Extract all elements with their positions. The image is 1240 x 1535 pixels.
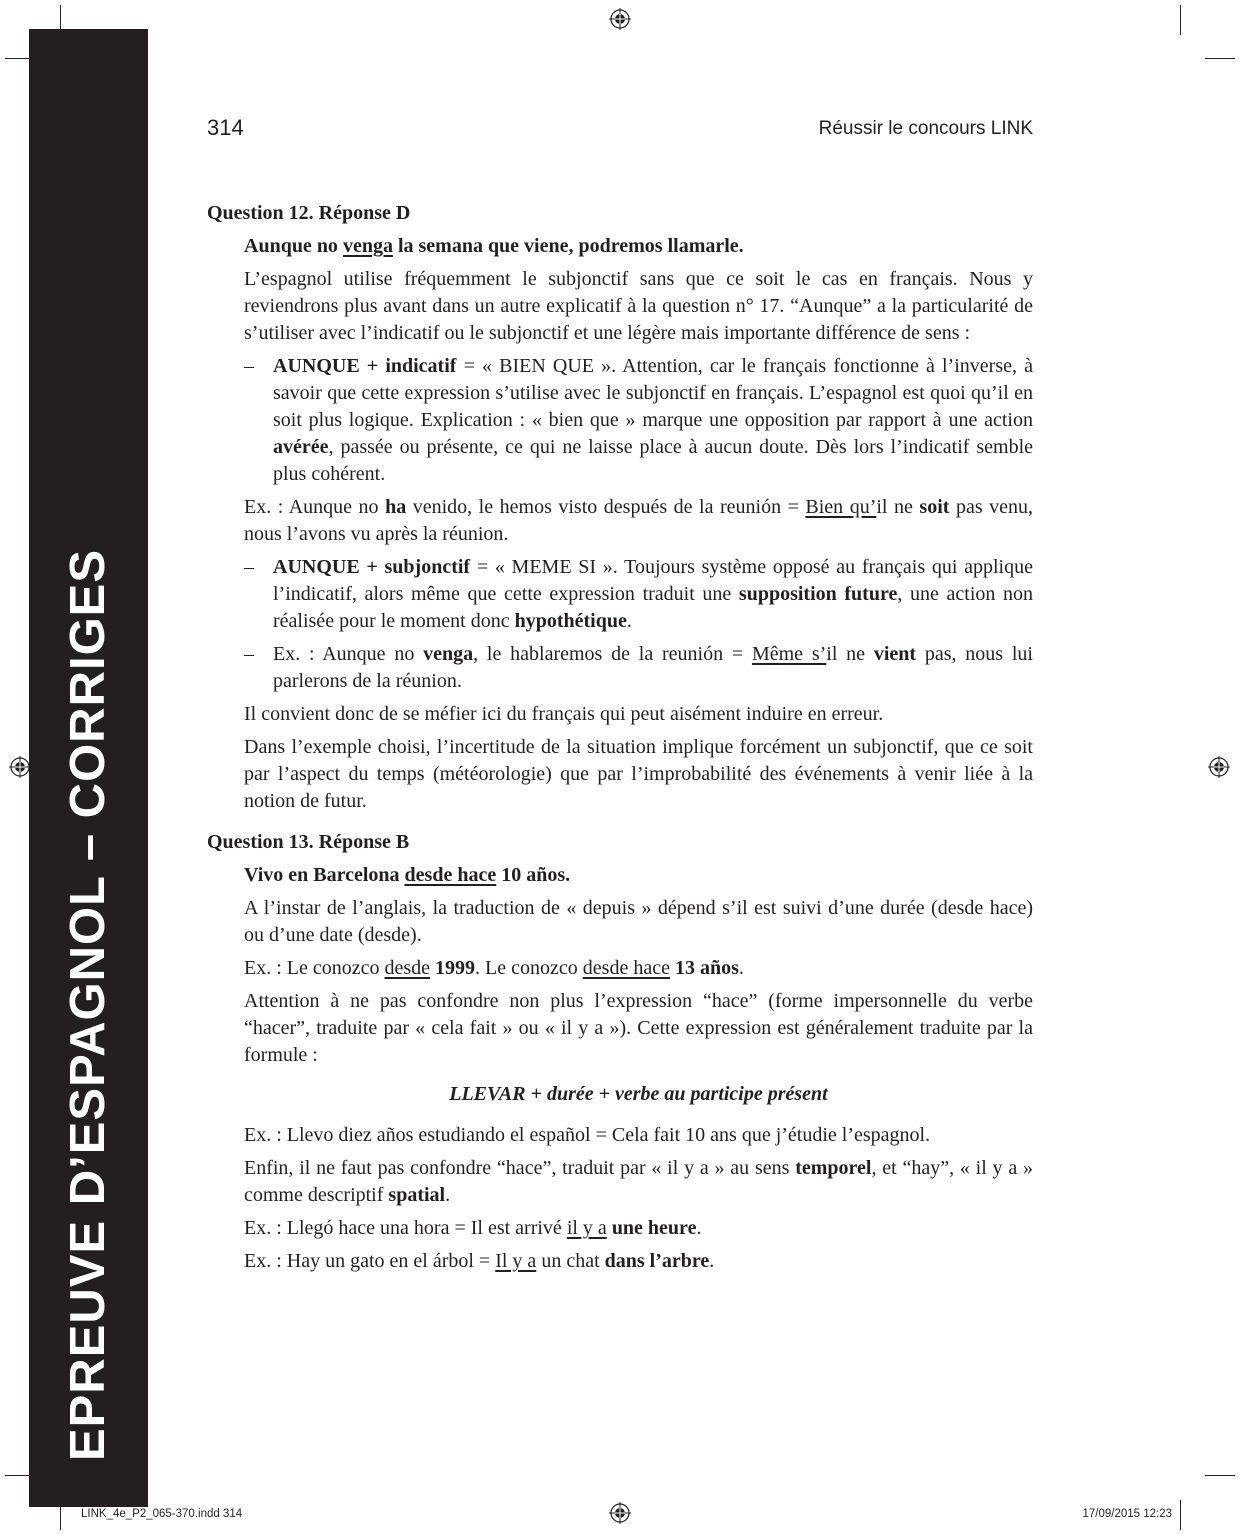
- q13-example-1: [207, 955, 1033, 982]
- text-span: il ne: [826, 643, 874, 665]
- bold-term: hypothétique: [514, 610, 627, 632]
- text-span: .: [709, 1250, 715, 1272]
- text-span: il ne: [876, 496, 920, 518]
- text-span: , une action non réalisée pour le moment donc: [273, 583, 1034, 632]
- registration-mark-icon: [9, 756, 31, 778]
- bold-term: avérée: [273, 436, 329, 458]
- text-span: pas venu, nous l’avons vu après la réunion.: [244, 496, 1034, 545]
- q12-paragraph-1: L’espagnol utilise fréquemment le subjonctif sans que ce soit le cas en français. Nous y reviendrons plus avant dans un autre explicatif à la question n° 17. “Aunque” a la particularité de s’utiliser avec l’indicatif ou le subjonctif et une légère mais importante différence de sens :: [244, 268, 1033, 344]
- text-span: Ex. : Le conozco: [244, 957, 385, 979]
- bold-term: soit: [919, 496, 950, 518]
- text-span: venido, le hemos visto después de la reunión =: [406, 496, 806, 518]
- bold-term: 1999: [435, 957, 476, 979]
- text-span: .: [445, 1184, 451, 1206]
- text-span: . Le conozco: [475, 957, 583, 979]
- text-span: , passée ou présente, ce qui ne laisse place à aucun doute. Dès lors l’indicatif semble plus cohérent.: [273, 436, 1033, 485]
- text-span: = « MEME SI ». Toujours système opposé au français qui applique l’indicatif, alors même que cette expression traduit une: [273, 556, 1033, 605]
- crop-mark: [1205, 58, 1235, 59]
- bold-term: spatial: [388, 1184, 446, 1206]
- bold-term: vient: [873, 643, 917, 665]
- slug-filename: LINK_4e_P2_065-370.indd 314: [81, 1508, 243, 1520]
- q12-list-item-subjonctif: [207, 554, 1033, 635]
- text-span: un chat: [536, 1250, 605, 1272]
- underlined-word: venga: [342, 235, 393, 257]
- dash-marker: –: [244, 643, 254, 665]
- text-span: , le hablaremos de la reunión =: [473, 643, 752, 665]
- section-title-vertical: EPREUVE D’ESPAGNOL – CORRIGES: [61, 548, 115, 1462]
- q13-paragraph-2: Attention à ne pas confondre non plus l’expression “hace” (forme impersonnelle du verbe “hacer”, traduite par « cela fait » ou « il y a »). Cette expression est généralement traduite par la formule :: [244, 990, 1033, 1066]
- bold-term: une heure: [611, 1217, 697, 1239]
- page-number: 314: [207, 115, 244, 140]
- underlined-word: desde hace: [582, 957, 670, 979]
- crop-mark: [1180, 5, 1181, 35]
- crop-mark: [1180, 1500, 1181, 1530]
- registration-mark-icon: [609, 1502, 631, 1524]
- question-13-heading: Question 13. Réponse B: [207, 831, 410, 853]
- question-12-heading: Question 12. Réponse D: [207, 202, 411, 224]
- text-span: Ex. : Aunque no: [273, 643, 424, 665]
- text-span: .: [738, 957, 744, 979]
- bold-term: supposition future: [738, 583, 898, 605]
- crop-mark: [1205, 1475, 1235, 1476]
- q13-sentence: [207, 862, 1033, 889]
- bold-term: AUNQUE + subjonctif: [273, 556, 471, 578]
- text-span: .: [626, 610, 632, 632]
- bold-term: dans l’arbre: [604, 1250, 710, 1272]
- text-span: Enfin, il ne faut pas confondre “hace”, traduit par « il y a » au sens: [244, 1157, 796, 1179]
- slug-date: 17/09/2015 12:23: [1082, 1508, 1172, 1520]
- q12-list-item-indicatif: [207, 353, 1033, 488]
- dash-marker: –: [244, 355, 254, 377]
- q12-sentence: [207, 233, 1033, 260]
- text-span: pas, nous lui parlerons de la réunion.: [273, 643, 1033, 692]
- q12-paragraph-2: Il convient donc de se méfier ici du français qui peut aisément induire en erreur.: [244, 703, 884, 725]
- q12-list-item-example: [207, 641, 1033, 695]
- main-text: [207, 200, 1033, 1281]
- text-span: 10 años.: [496, 864, 571, 886]
- underlined-word: Même s’: [751, 643, 827, 665]
- q13-example-4: [207, 1248, 1033, 1275]
- q13-formula: LLEVAR + durée + verbe au participe présent: [449, 1083, 828, 1105]
- text-span: Ex. : Llegó hace una hora = Il est arrivé: [244, 1217, 567, 1239]
- text-span: Ex. : Aunque no: [244, 496, 386, 518]
- q13-example-2: Ex. : Llevo diez años estudiando el español = Cela fait 10 ans que j’étudie l’espagnol.: [244, 1124, 931, 1146]
- text-span: = « BIEN QUE ». Attention, car le français fonctionne à l’inverse, à savoir que cette expression s’utilise avec le subjonctif en français. L’espagnol est quoi qu’il en soit plus logique. Explication : « bien que » marque une opposition par rapport à une action: [273, 355, 1033, 431]
- underlined-word: Bien qu’: [805, 496, 877, 518]
- q13-paragraph-3: [207, 1155, 1033, 1209]
- text-span: , et “hay”, « il y a » comme descriptif: [244, 1157, 1033, 1206]
- underlined-word: Il y a: [495, 1250, 537, 1272]
- bold-term: temporel: [795, 1157, 872, 1179]
- q12-example-1: [207, 494, 1033, 548]
- q13-example-3: [207, 1215, 1033, 1242]
- running-head: Réussir le concours LINK: [818, 118, 1033, 139]
- registration-mark-icon: [1208, 756, 1230, 778]
- underlined-word: desde: [384, 957, 431, 979]
- bold-term: venga: [423, 643, 474, 665]
- bold-term: 13 años: [674, 957, 739, 979]
- underlined-word: il y a: [566, 1217, 607, 1239]
- dash-marker: –: [244, 556, 254, 578]
- text-span: la semana que viene, podremos llamarle.: [392, 235, 744, 257]
- bold-term: AUNQUE + indicatif: [273, 355, 457, 377]
- text-span: .: [696, 1217, 702, 1239]
- registration-mark-icon: [609, 8, 631, 30]
- text-span: Aunque no: [244, 235, 343, 257]
- bold-term: ha: [385, 496, 407, 518]
- underlined-word: desde hace: [404, 864, 497, 886]
- text-span: Vivo en Barcelona: [244, 864, 405, 886]
- text-span: Ex. : Hay un gato en el árbol =: [244, 1250, 496, 1272]
- q13-paragraph-1: A l’instar de l’anglais, la traduction de « depuis » dépend s’il est suivi d’une durée (desde hace) ou d’une date (desde).: [244, 897, 1033, 946]
- q12-paragraph-3: Dans l’exemple choisi, l’incertitude de la situation implique forcément un subjonctif, que ce soit par l’aspect du temps (météorologie) que par l’improbabilité des événements à venir liée à la notion de futur.: [244, 736, 1033, 812]
